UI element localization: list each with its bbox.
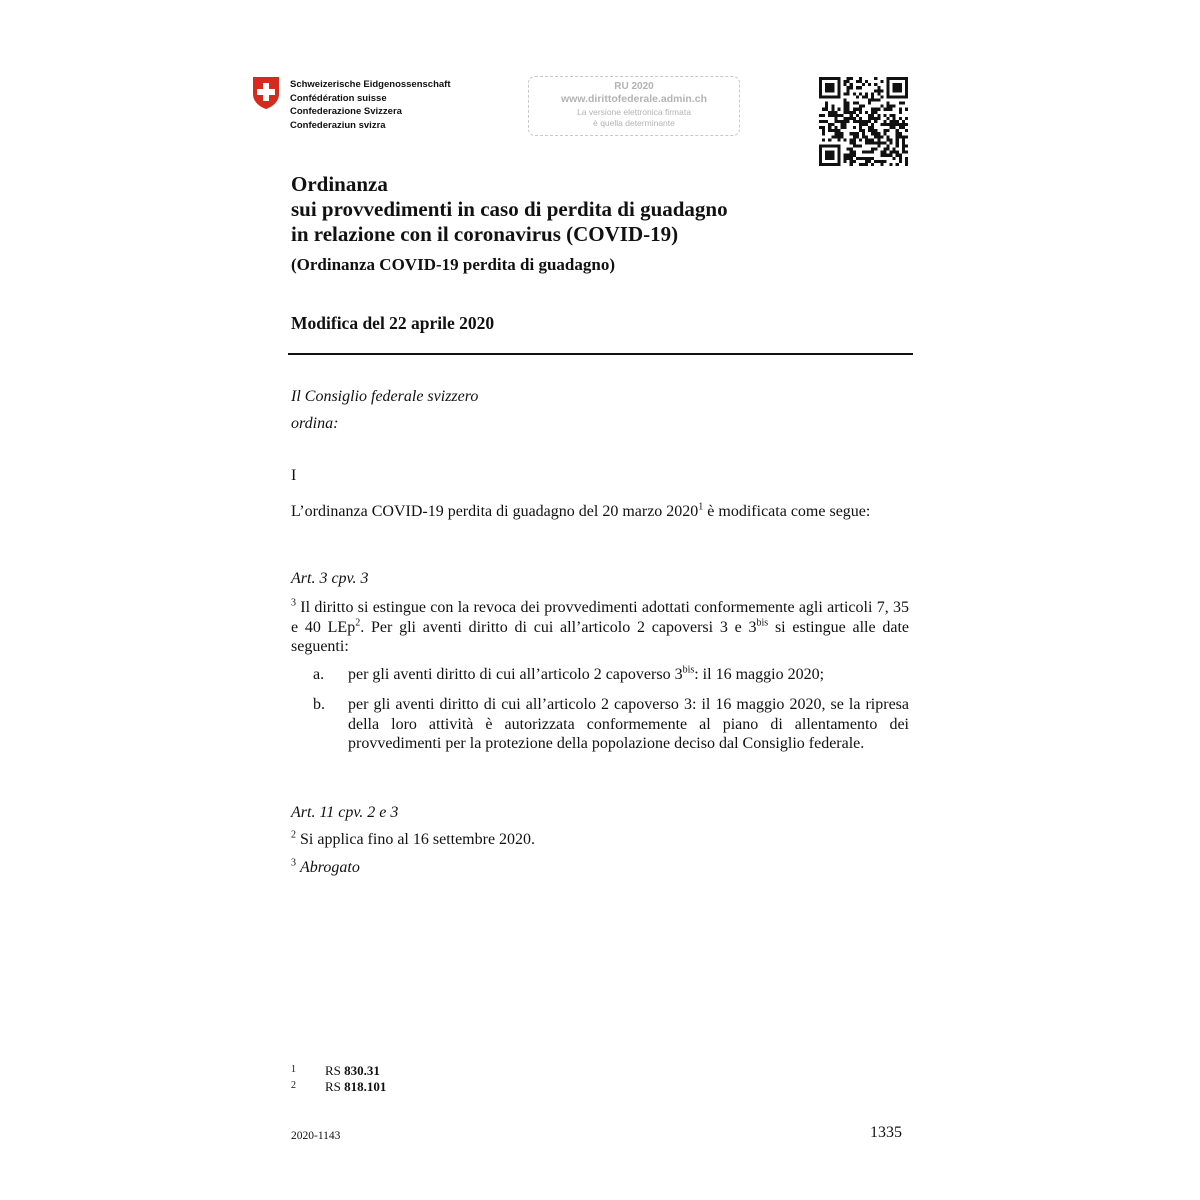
list-item-label: a. — [313, 666, 325, 683]
list-item — [291, 665, 909, 685]
paragraph-text: è modificata come segue: — [703, 503, 871, 520]
footnote — [291, 1063, 380, 1079]
article-11-paragraph-2 — [291, 831, 535, 849]
list-item — [291, 695, 909, 754]
stamp-website: www.dirittofederale.admin.ch — [560, 93, 708, 105]
list-item-text: per gli aventi diritto di cui all’articolo 2 capoverso 3 — [348, 666, 683, 683]
paragraph-text: Il diritto si estingue con la revoca dei provvedimenti adottati conformemente agli articoli 7, 35 e 40 LEp — [291, 599, 909, 636]
paragraph-text: si estingue alle date seguenti: — [291, 618, 909, 655]
confederation-name-block — [290, 78, 451, 132]
confederation-line-it: Confederazione Svizzera — [290, 106, 402, 117]
paragraph-text: Si applica fino al 16 settembre 2020. — [296, 831, 536, 848]
article-11-paragraph-3 — [291, 859, 360, 877]
preamble-line-2: ordina: — [291, 415, 339, 432]
article-3-paragraph — [291, 598, 909, 657]
footnote-prefix: RS — [325, 1063, 345, 1078]
footnote-number: 1 — [291, 1064, 296, 1075]
document-title — [291, 172, 728, 247]
confederation-line-de: Schweizerische Eidgenossenschaft — [290, 79, 451, 90]
short-title: (Ordinanza COVID-19 perdita di guadagno) — [291, 255, 615, 274]
preamble-line-1: Il Consiglio federale svizzero — [291, 388, 479, 405]
paragraph-number: 3 — [291, 597, 296, 609]
swiss-cross-shield-icon — [252, 76, 280, 110]
stamp-note — [529, 107, 739, 129]
footnote-ref: 1 — [698, 501, 704, 513]
paragraph-number: 2 — [291, 829, 296, 841]
paragraph-number: 3 — [291, 857, 296, 869]
amendment-date: Modifica del 22 aprile 2020 — [291, 313, 495, 333]
list-item-text: per gli aventi diritto di cui all’articolo 2 capoverso 3: il 16 maggio 2020, se la ripresa della loro attività è autorizzata conformemente al piano di allentamento dei provvedimenti per la protezione della popolazione deciso dal Consiglio federale. — [348, 696, 909, 752]
paragraph-text: Abrogato — [300, 859, 360, 876]
article-11-heading: Art. 11 cpv. 2 e 3 — [291, 804, 399, 821]
confederation-line-fr: Confédération suisse — [290, 92, 387, 104]
footnote-reference: 818.101 — [344, 1079, 387, 1094]
paragraph-text: . Per gli aventi diritto di cui all’articolo 2 capoversi 3 e 3 — [360, 618, 757, 636]
section-number: I — [291, 467, 297, 484]
preamble — [291, 383, 478, 437]
footnote — [291, 1079, 386, 1095]
list-item-text: : il 16 maggio 2020; — [694, 666, 825, 683]
superscript-bis: bis — [682, 664, 695, 676]
paragraph-text: L’ordinanza COVID-19 perdita di guadagno del 20 marzo 2020 — [291, 503, 699, 520]
footnote-ref: 2 — [355, 617, 361, 629]
footnote-prefix: RS — [325, 1079, 345, 1094]
list-item-label: b. — [313, 696, 325, 713]
stamp-collection: RU 2020 — [614, 81, 654, 92]
title-line-1: Ordinanza — [291, 172, 388, 196]
title-line-2: sui provvedimenti in caso di perdita di guadagno — [291, 197, 728, 221]
page-number: 1335 — [870, 1124, 902, 1141]
amendment-intro-paragraph — [291, 502, 909, 522]
article-3-heading: Art. 3 cpv. 3 — [291, 570, 369, 587]
stamp-note-line2: è quella determinante — [593, 118, 675, 128]
superscript-bis: bis — [756, 617, 769, 629]
footnote-number: 2 — [291, 1080, 296, 1091]
confederation-line-rm: Confederaziun svizra — [290, 119, 386, 131]
title-line-3: in relazione con il coronavirus (COVID-19) — [291, 222, 679, 246]
stamp-note-line1: La versione elettronica firmata — [577, 107, 691, 117]
document-number: 2020-1143 — [291, 1130, 341, 1142]
qr-code-icon — [819, 77, 908, 166]
footnote-reference: 830.31 — [344, 1063, 380, 1078]
publication-stamp — [528, 76, 740, 136]
title-divider — [288, 353, 913, 355]
